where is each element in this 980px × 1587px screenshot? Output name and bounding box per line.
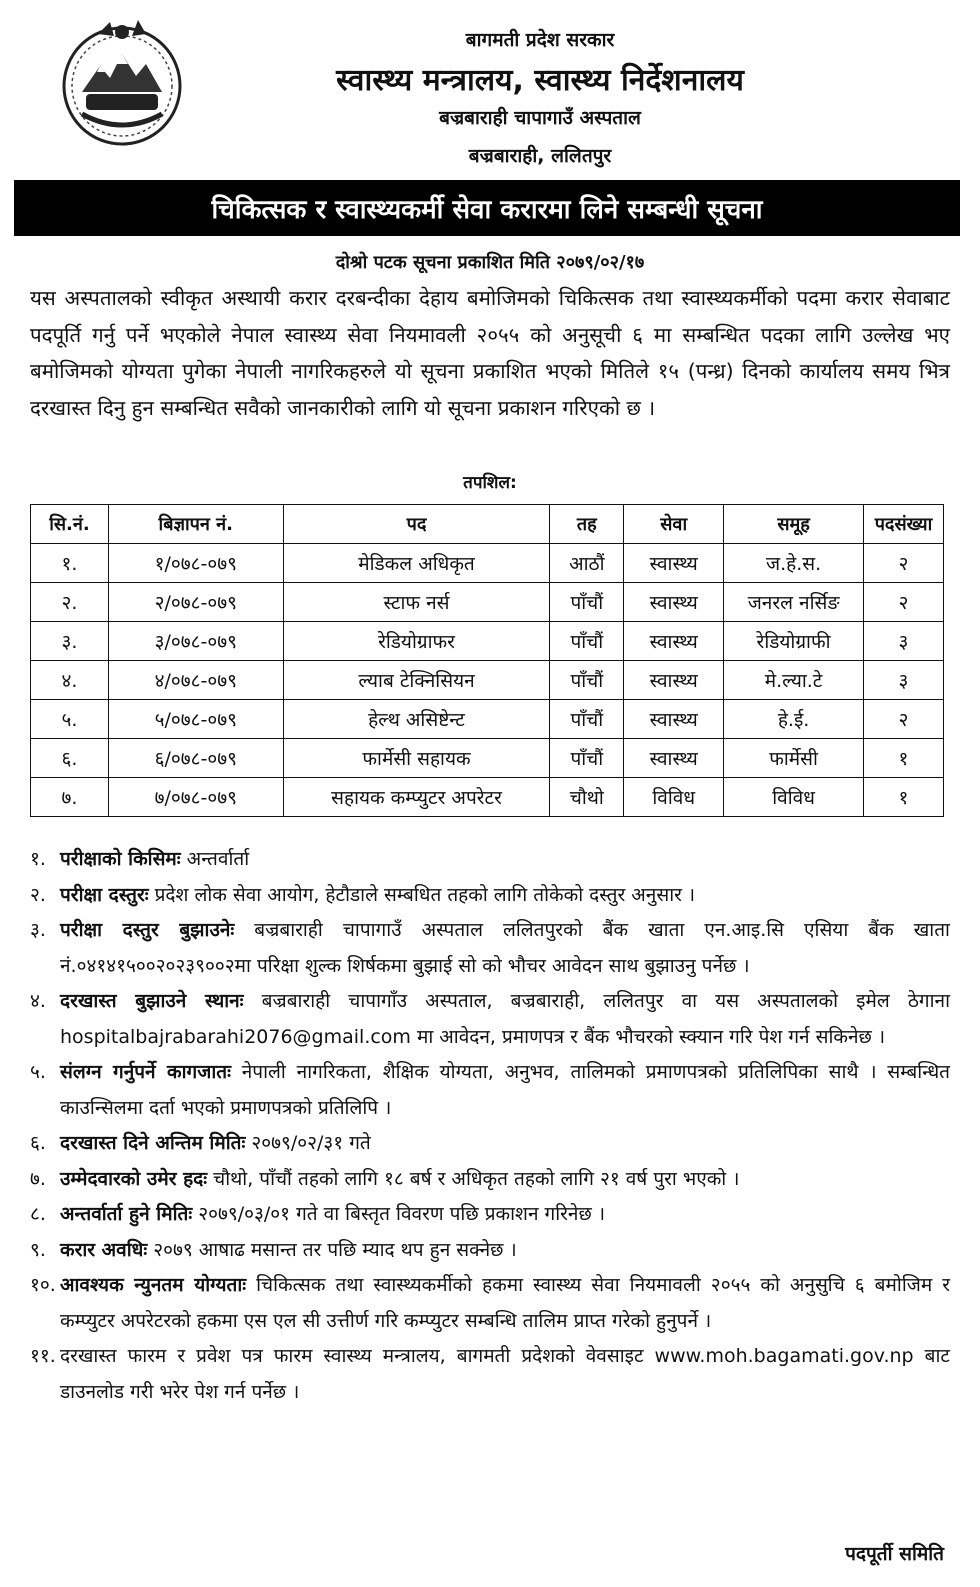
header-hospital: बज्रबाराही चापागाउँ अस्पताल [439,107,641,129]
cell-count: ३ [864,661,944,700]
condition-number: ९. [30,1238,46,1261]
cell-group: मे.ल्या.टे [724,661,864,700]
signature-committee: पदपूर्ती समिति [845,1543,944,1565]
cell-group: फार्मेसी [724,739,864,778]
header-ministry: स्वास्थ्य मन्त्रालय, स्वास्थ्य निर्देशनालय [336,63,744,98]
column-header: तह [550,505,624,544]
cell-serial: ४. [31,661,109,700]
cell-serial: ३. [31,622,109,661]
cell-level: पाँचौं [550,622,624,661]
condition-number: ४. [30,990,46,1012]
cell-group: विविध [724,778,864,817]
condition-item [30,1197,950,1233]
cell-group: जनरल नर्सिङ [724,583,864,622]
cell-count: २ [864,583,944,622]
table-row [31,583,944,622]
cell-serial: १. [31,544,109,583]
condition-number: ६. [30,1132,46,1154]
cell-count: २ [864,700,944,739]
condition-text: बज्रबाराही चापागाँउ अस्पताल, बज्रबाराही, ललितपुर वा यस अस्पतालको इमेल ठेगाना hospitalbajrabarahi2076@gmail.com मा आवेदन, प्रमाणपत्र र बैंक भौचरको स्क्यान गरि पेश गर्न सकिनेछ । [60,990,950,1048]
condition-label: परीक्षा दस्तुरः [60,883,149,906]
cell-group: हे.ई. [724,700,864,739]
condition-item [30,878,950,914]
cell-count: ३ [864,622,944,661]
notice-title-banner: चिकित्सक र स्वास्थ्यकर्मी सेवा करारमा लिने सम्बन्धी सूचना [14,180,960,236]
cell-group: रेडियोग्राफी [724,622,864,661]
table-row [31,739,944,778]
condition-text: २०७९/०३/०१ गते वा बिस्तृत विवरण पछि प्रकाशन गरिनेछ । [192,1203,606,1225]
condition-item [30,1233,950,1269]
cell-count: २ [864,544,944,583]
column-header: समूह [724,505,864,544]
cell-service: स्वास्थ्य [624,544,724,583]
column-header: सेवा [624,505,724,544]
cell-service: विविध [624,778,724,817]
cell-ad-number: ३/०७८-०७९ [108,622,283,661]
cell-post: रेडियोग्राफर [283,622,550,661]
condition-text: प्रदेश लोक सेवा आयोग, हेटौडाले सम्बधित तहको लागि तोकेको दस्तुर अनुसार । [148,883,696,906]
cell-ad-number: ७/०७८-०७९ [108,778,283,817]
column-header: बिज्ञापन नं. [108,505,283,544]
table-row [31,700,944,739]
table-row [31,622,944,661]
table-row [31,544,944,583]
cell-post: हेल्थ असिष्टेन्ट [283,700,550,739]
condition-number: २. [30,883,46,906]
cell-level: पाँचौं [550,661,624,700]
condition-number: ७. [30,1167,46,1190]
cell-serial: ५. [31,700,109,739]
cell-serial: ६. [31,739,109,778]
cell-level: पाँचौं [550,583,624,622]
column-header: पदसंख्या [864,505,944,544]
condition-label: परीक्षा दस्तुर बुझाउनेः [60,919,235,941]
table-header-row [31,505,944,544]
condition-text: २०७९ आषाढ मसान्त तर पछि म्याद थप हुन सक्नेछ । [147,1238,517,1261]
condition-text: दरखास्त फारम र प्रवेश पत्र फारम स्वास्थ्य मन्त्रालय, बागमती प्रदेशको वेवसाइट www.moh.bagamati.gov.np बाट डाउनलोड गरी भरेर पेश गर्न पर्नेछ । [60,1345,950,1403]
cell-ad-number: ५/०७८-०७९ [108,700,283,739]
condition-item [30,842,950,878]
cell-level: पाँचौं [550,700,624,739]
cell-service: स्वास्थ्य [624,739,724,778]
condition-number: ३. [30,919,46,941]
cell-count: १ [864,739,944,778]
column-header: सि.नं. [31,505,109,544]
cell-ad-number: २/०७८-०७९ [108,583,283,622]
details-heading: तपशिल: [463,473,517,493]
table-row [31,661,944,700]
cell-serial: २. [31,583,109,622]
condition-label: आवश्यक न्युनतम योग्यताः [60,1274,247,1296]
condition-text: चौथो, पाँचौं तहको लागि १८ बर्ष र अधिकृत तहको लागि २१ वर्ष पुरा भएको । [207,1167,740,1190]
cell-service: स्वास्थ्य [624,661,724,700]
condition-label: करार अवधिः [60,1238,148,1261]
cell-ad-number: ४/०७८-०७९ [108,661,283,700]
condition-item [30,1162,950,1198]
condition-label: परीक्षाको किसिमः [60,848,181,870]
condition-item [30,1055,950,1126]
cell-post: मेडिकल अधिकृत [283,544,550,583]
intro-paragraph: यस अस्पतालको स्वीकृत अस्थायी करार दरबन्दीका देहाय बमोजिमको चिकित्सक तथा स्वास्थ्यकर्मीको पदमा करार सेवाबाट पदपूर्ति गर्नु पर्ने भएकोले नेपाल स्वास्थ्य सेवा नियमावली २०५५ को अनुसूची ६ मा सम्बन्धित पदका लागि उल्लेख भए बमोजिमको योग्यता पुगेका नेपाली नागरिकहरुले यो सूचना प्रकाशित भएको मितिले १५ (पन्ध्र) दिनको कार्यालय समय भित्र दरखास्त दिनु हुन सम्बन्धित सवैको जानकारीको लागि यो सूचना प्रकाशन गरिएको छ । [30,286,950,420]
condition-item [30,1339,950,1410]
cell-post: फार्मेसी सहायक [283,739,550,778]
table-row [31,778,944,817]
condition-text: २०७९/०२/३१ गते [245,1132,371,1154]
condition-item [30,913,950,984]
condition-label: अन्तर्वार्ता हुने मितिः [60,1203,193,1225]
condition-label: उम्मेदवारको उमेर हदः [60,1167,208,1190]
publication-date: दोश्रो पटक सूचना प्रकाशित मिति २०७९/०२/१७ [335,252,645,273]
condition-number: १०. [30,1274,56,1296]
condition-text: बज्रबाराही चापागाउँ अस्पताल ललितपुरको बैंक खाता एन.आइ.सि एसिया बैंक खाता नं.०४१४१५००२०२३९००२मा परिक्षा शुल्क शिर्षकमा बुझाई सो को भौचर आवेदन साथ बुझाउनु पर्नेछ । [60,919,950,977]
condition-text: नेपाली नागरिकता, शैक्षिक योग्यता, अनुभव, तालिमको प्रमाणपत्रको प्रतिलिपिका साथै । सम्बन्धित काउन्सिलमा दर्ता भएको प्रमाणपत्रको प्रतिलिपि । [60,1061,950,1119]
condition-text: चिकित्सक तथा स्वास्थ्यकर्मीको हकमा स्वास्थ्य सेवा नियमावली २०५५ को अनुसुचि ६ बमोजिम र कम्प्युटर अपरेटरको हकमा एस एल सी उत्तीर्ण गरि कम्प्युटर सम्बन्धि तालिम प्राप्त गरेको हुनुपर्ने । [60,1274,950,1332]
cell-ad-number: ६/०७८-०७९ [108,739,283,778]
cell-count: १ [864,778,944,817]
condition-number: ५. [30,1061,46,1083]
cell-ad-number: १/०७८-०७९ [108,544,283,583]
cell-service: स्वास्थ्य [624,583,724,622]
header-location: बज्रबाराही, ललितपुर [468,145,612,167]
condition-item [30,1126,950,1162]
cell-post: स्टाफ नर्स [283,583,550,622]
condition-text: अन्तर्वार्ता [180,848,250,870]
condition-label: संलग्न गर्नुपर्ने कागजातः [60,1061,231,1083]
column-header: पद [283,505,550,544]
cell-level: पाँचौं [550,739,624,778]
cell-post: सहायक कम्प्युटर अपरेटर [283,778,550,817]
vacancy-table [30,504,944,817]
condition-item [30,1268,950,1339]
cell-group: ज.हे.स. [724,544,864,583]
cell-service: स्वास्थ्य [624,622,724,661]
cell-serial: ७. [31,778,109,817]
condition-label: दरखास्त बुझाउने स्थानः [60,990,244,1012]
condition-number: १. [30,848,46,870]
condition-item [30,984,950,1055]
cell-level: आठौं [550,544,624,583]
cell-post: ल्याब टेक्निसियन [283,661,550,700]
condition-number: ११. [30,1345,56,1367]
cell-level: चौथो [550,778,624,817]
condition-label: दरखास्त दिने अन्तिम मितिः [60,1132,246,1154]
condition-number: ८. [30,1203,46,1225]
header-province: बागमती प्रदेश सरकार [465,29,615,51]
conditions-list [30,842,950,1410]
cell-service: स्वास्थ्य [624,700,724,739]
